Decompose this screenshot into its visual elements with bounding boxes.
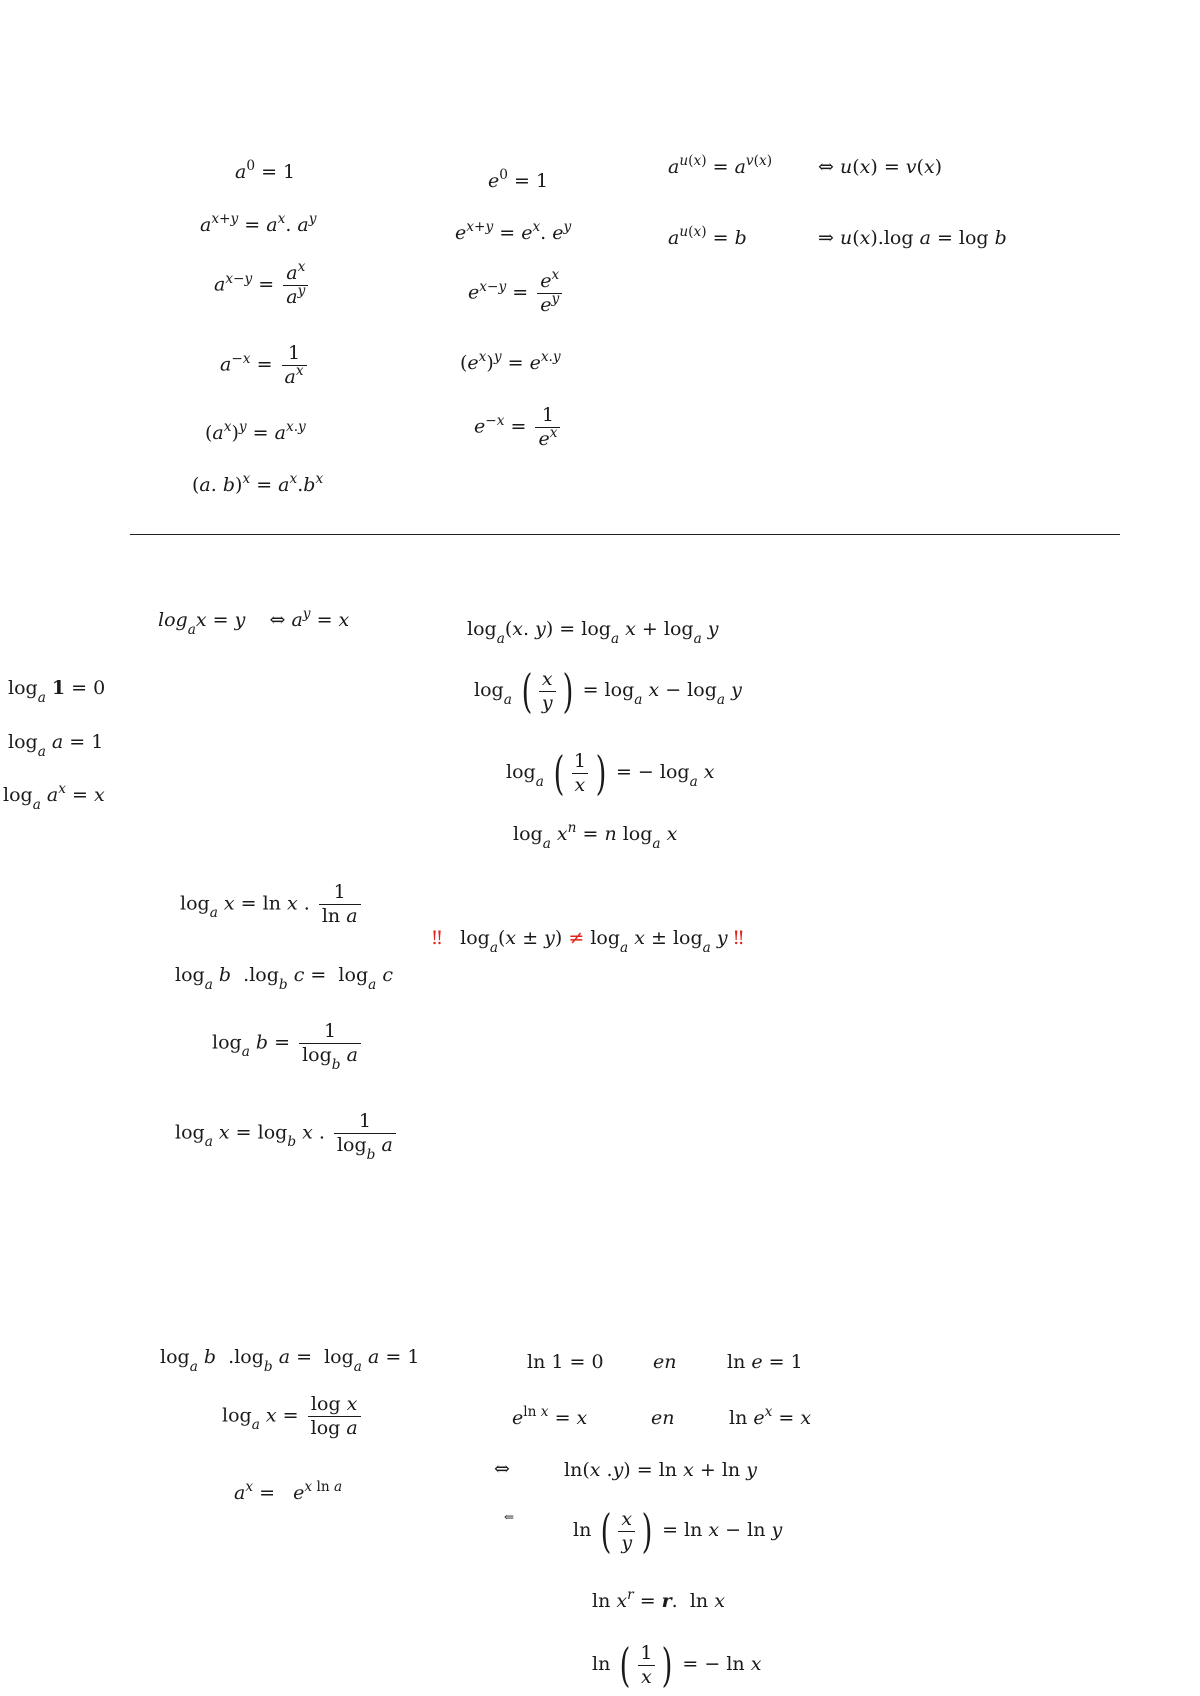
formula-e0: $e^0 = 1$ (488, 167, 549, 192)
formula-a-power: $(a^x)^y = a^{x.y}$ (205, 419, 306, 444)
section-divider (130, 534, 1120, 535)
formula-log-quotient: $\log_a$ ( x y ) = $\log_a x - \log_a y$ (474, 664, 742, 718)
formula-a-sum: $a^{x+y} = a^x$. $a^y$ (200, 211, 317, 236)
formula-log-reciprocal: $\log_a$ ( 1 x ) = − $\log_a x$ (506, 746, 715, 800)
formula-ln-product: ln(x .y) = ln x + ln y (564, 1459, 757, 1481)
formula-ab-power: (a. $b)^x = a^x.b^x$ (192, 471, 324, 496)
arrow-marker: ⇐ (504, 1510, 515, 1524)
warning-log-sum: ‼ $\log_a(x \pm y) \ne \log_a x \pm \log_a y$ ‼ (432, 927, 744, 956)
formula-log-power: $\log_a x^n = n$ $\log_a x$ (513, 820, 678, 852)
word-en-1: en (653, 1351, 677, 1373)
formula-exp-equation-result: ⇔ u(x) = v(x) (818, 156, 943, 178)
formula-exp-equal-b-result: ⇒ u(x).log a = log b (818, 227, 1007, 249)
formula-ln-power: $\ln x^r = r$. ln x (592, 1587, 725, 1612)
formula-e-ln-x: $e^{ln x} = x$ (512, 1404, 588, 1429)
formula-log-base-change: $\log_a x = \log_b x$ . $\frac{1}{\log_b a}$ (175, 1112, 399, 1155)
formula-a0: $a^0 = 1$ (235, 158, 296, 183)
formula-ln-e: ln e = 1 (727, 1351, 803, 1373)
formula-e-power: $(e^x)^y = e^{x.y}$ (460, 349, 561, 374)
formula-log-a: $\log_a a = 1$ (8, 731, 104, 760)
formula-ln-reciprocal: ln ( 1 x ) = − ln x (592, 1638, 762, 1692)
formula-log-product: $\log_a(x$. $y) = \log_a x + \log_a y$ (467, 618, 719, 647)
formula-e-neg: $e^{-x}$ = $\frac{1}{e^x}$ (474, 406, 563, 449)
formula-exp-equation: $a^{u(x)} = a^{v(x)}$ (668, 153, 773, 178)
formula-ax-as-exp: $a^x$ = $e^{x ln a}$ (234, 1479, 343, 1504)
formula-e-sum: $e^{x+y} = e^x$. $e^y$ (455, 219, 572, 244)
formula-e-diff: $e^{x-y}$ = $\frac{e^x}{e^y}$ (468, 272, 565, 315)
formula-log-swap: $\log_a b$ = $\frac{1}{\log_b a}$ (212, 1022, 364, 1065)
formula-log-ax: $\log_a a^x = x$ (3, 781, 105, 813)
formula-log-chain: $\log_a b$ $.\log_b$ $c = \log_a c$ (175, 964, 393, 993)
formula-log-1: $\log_a 1 = 0$ (8, 677, 106, 706)
formula-log-inverse: $\log_a b$ $.\log_b$ $a = \log_a a = 1$ (160, 1346, 420, 1375)
formula-a-neg: $a^{-x}$ = $\frac{1}{a^x}$ (220, 344, 310, 387)
formula-ln-e-x: $\ln e^x = x$ (729, 1404, 812, 1429)
formula-exp-equal-b: $a^{u(x)} = b$ (668, 224, 747, 249)
formula-ln1: ln 1 = 0 (527, 1351, 604, 1373)
formula-log-to-log10: $\log_a x$ = $\frac{\text{log x}}{\text{log a}}$ (222, 1395, 364, 1438)
formula-log-definition: $\log_ax = y$ ⇔ $a^y = x$ (158, 606, 350, 638)
word-en-2: en (651, 1407, 675, 1429)
formula-a-diff: $a^{x-y}$ = $\frac{a^x}{a^y}$ (214, 264, 311, 307)
formula-ln-quotient: ln ( x y ) = ln x − ln y (573, 1504, 783, 1558)
formula-log-to-ln: $\log_a x = \ln x$ . $\frac{1}{\text{ln a}}$ (180, 883, 364, 926)
iff-marker: ⇔ (494, 1458, 510, 1480)
